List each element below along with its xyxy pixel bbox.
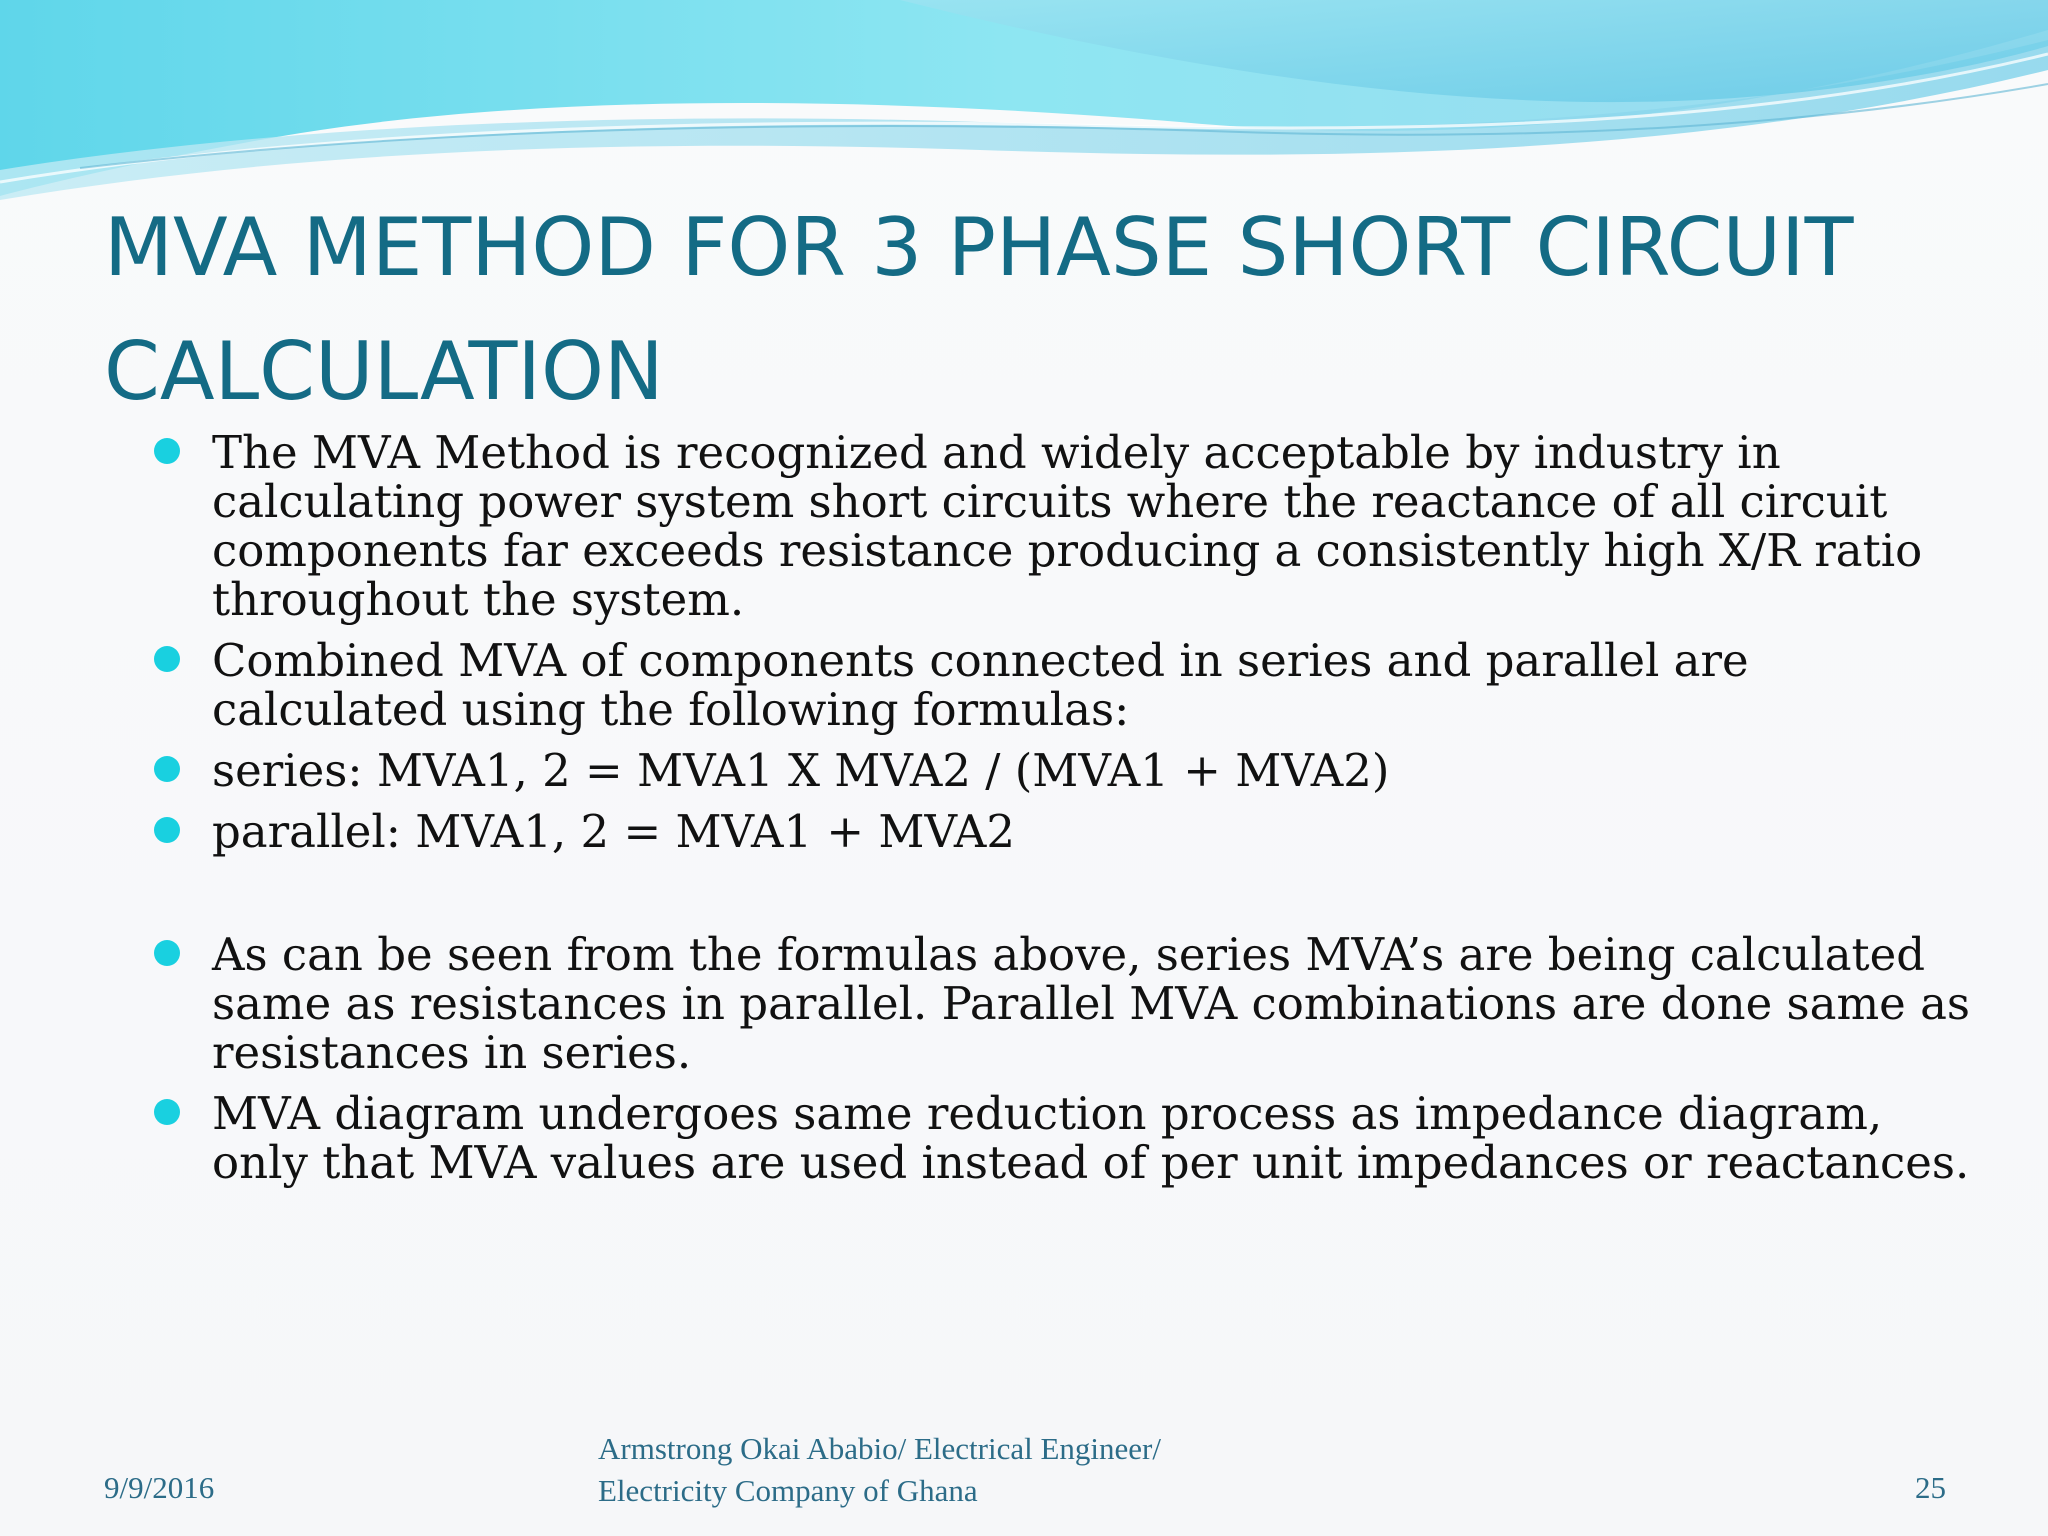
bullet-item	[150, 930, 1970, 1077]
bullet-dot-icon	[154, 646, 180, 672]
footer-date: 9/9/2016	[104, 1470, 215, 1505]
bullet-item	[150, 1089, 1970, 1187]
bullet-item	[150, 746, 1970, 795]
bullet-dot-icon	[154, 817, 180, 843]
bullet-item	[150, 428, 1970, 624]
bullet-dot-icon	[154, 756, 180, 782]
bullet-dot-icon	[154, 438, 180, 464]
bullet-text: MVA diagram undergoes same reduction process as impedance diagram, only that MVA values are used instead of per unit impedances or reactances.	[212, 1087, 1970, 1189]
slide-title: MVA METHOD FOR 3 PHASE SHORT CIRCUIT CALCULATION	[104, 201, 1854, 418]
bullet-dot-icon	[154, 1099, 180, 1125]
footer-author	[598, 1428, 1161, 1512]
bullet-list	[150, 428, 1970, 1199]
footer-page-number: 25	[1915, 1470, 1946, 1505]
bullet-item	[150, 636, 1970, 734]
bullet-text: As can be seen from the formulas above, series MVA’s are being calculated same as resistances in parallel. Parallel MVA combinations are done same as resistances in series.	[212, 928, 1970, 1079]
bullet-text: The MVA Method is recognized and widely acceptable by industry in calculating power system short circuits where the reactance of all circuit components far exceeds resistance producing a consistently high X/R ratio throughout the system.	[212, 426, 1923, 626]
bullet-text: series: MVA1, 2 = MVA1 X MVA2 / (MVA1 + MVA2)	[212, 744, 1390, 797]
bullet-item	[150, 807, 1970, 856]
bullet-text: parallel: MVA1, 2 = MVA1 + MVA2	[212, 805, 1016, 858]
footer-author-line-2: Electricity Company of Ghana	[598, 1473, 978, 1508]
bullet-text: Combined MVA of components connected in series and parallel are calculated using the following formulas:	[212, 634, 1749, 736]
bullet-dot-icon	[154, 940, 180, 966]
footer-author-line-1: Armstrong Okai Ababio/ Electrical Engineer/	[598, 1431, 1161, 1466]
